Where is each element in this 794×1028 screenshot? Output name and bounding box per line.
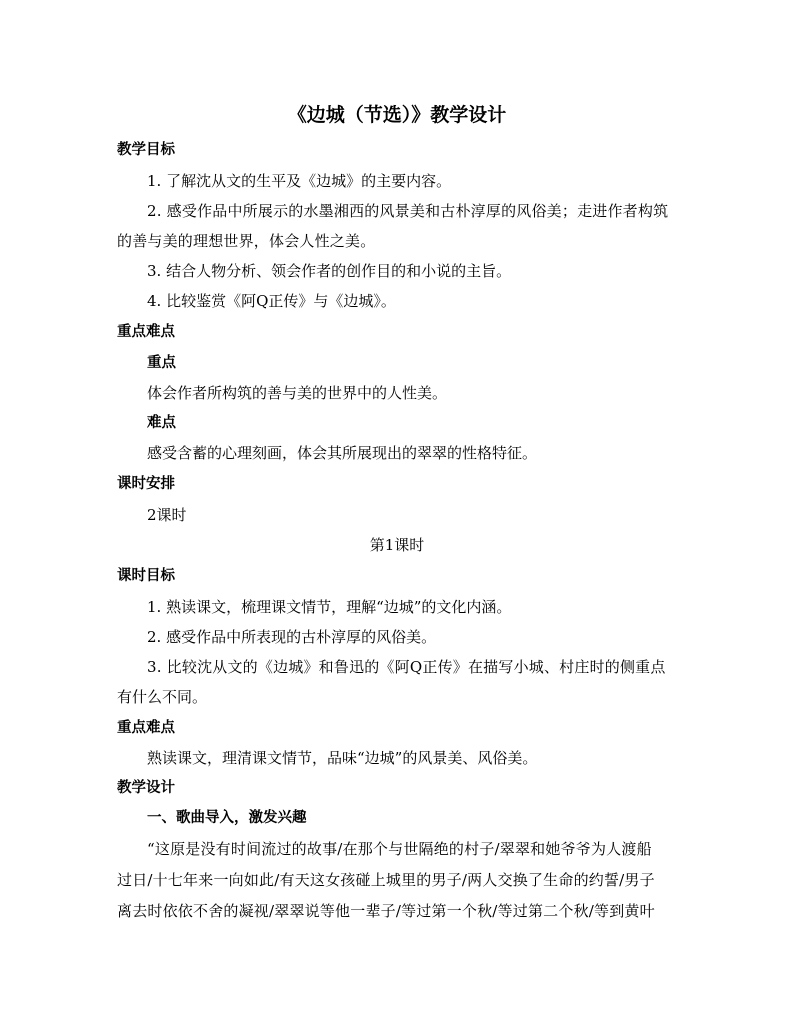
- class-schedule-text: 2课时: [147, 506, 187, 524]
- document-title: 《边城（节选）》教学设计: [287, 104, 507, 126]
- heading-key-difficult-points: 重点难点: [117, 324, 175, 340]
- lesson-focus-text: 熟读课文，理清课文情节，品味“边城”的风景美、风俗美。: [147, 749, 538, 767]
- lesson-goal-item: 1. 熟读课文，梳理课文情节，理解“边城”的文化内涵。: [147, 598, 512, 616]
- step1-paragraph-line: “这原是没有时间流过的故事/在那个与世隔绝的村子/翠翠和她爷爷为人渡船: [147, 840, 652, 858]
- heading-lesson-goals: 课时目标: [117, 568, 175, 584]
- goal-item-continued: 的善与美的理想世界，体会人性之美。: [117, 232, 376, 250]
- key-point-text: 体会作者所构筑的善与美的世界中的人性美。: [147, 384, 448, 402]
- heading-lesson-focus: 重点难点: [117, 720, 175, 736]
- lesson-goal-item-continued: 有什么不同。: [117, 688, 208, 706]
- lesson-title: 第1课时: [369, 536, 425, 554]
- goal-item: 1. 了解沈从文的生平及《边城》的主要内容。: [147, 172, 452, 190]
- heading-class-schedule: 课时安排: [117, 476, 175, 492]
- label-key-point: 重点: [147, 355, 176, 371]
- label-difficult-point: 难点: [147, 415, 176, 431]
- step1-paragraph-line: 过日/十七年来一向如此/有天这女孩碰上城里的男子/两人交换了生命的约誓/男子: [117, 871, 655, 889]
- heading-teaching-design: 教学设计: [117, 780, 175, 796]
- lesson-goal-item: 3. 比较沈从文的《边城》和鲁迅的《阿Q正传》在描写小城、村庄时的侧重点: [147, 658, 666, 676]
- heading-teaching-goals: 教学目标: [117, 142, 175, 158]
- step1-heading: 一、歌曲导入，激发兴趣: [147, 810, 307, 826]
- step1-paragraph-line: 离去时依依不舍的凝视/翠翠说等他一辈子/等过第一个秋/等过第二个秋/等到黄叶: [117, 902, 655, 920]
- difficult-point-text: 感受含蓄的心理刻画，体会其所展现出的翠翠的性格特征。: [147, 444, 538, 462]
- goal-item: 2. 感受作品中所展示的水墨湘西的风景美和古朴淳厚的风俗美；走进作者构筑: [147, 202, 669, 220]
- goal-item: 4. 比较鉴赏《阿Q正传》与《边城》。: [147, 292, 396, 310]
- lesson-goal-item: 2. 感受作品中所表现的古朴淳厚的风俗美。: [147, 628, 437, 646]
- goal-item: 3. 结合人物分析、领会作者的创作目的和小说的主旨。: [147, 262, 512, 280]
